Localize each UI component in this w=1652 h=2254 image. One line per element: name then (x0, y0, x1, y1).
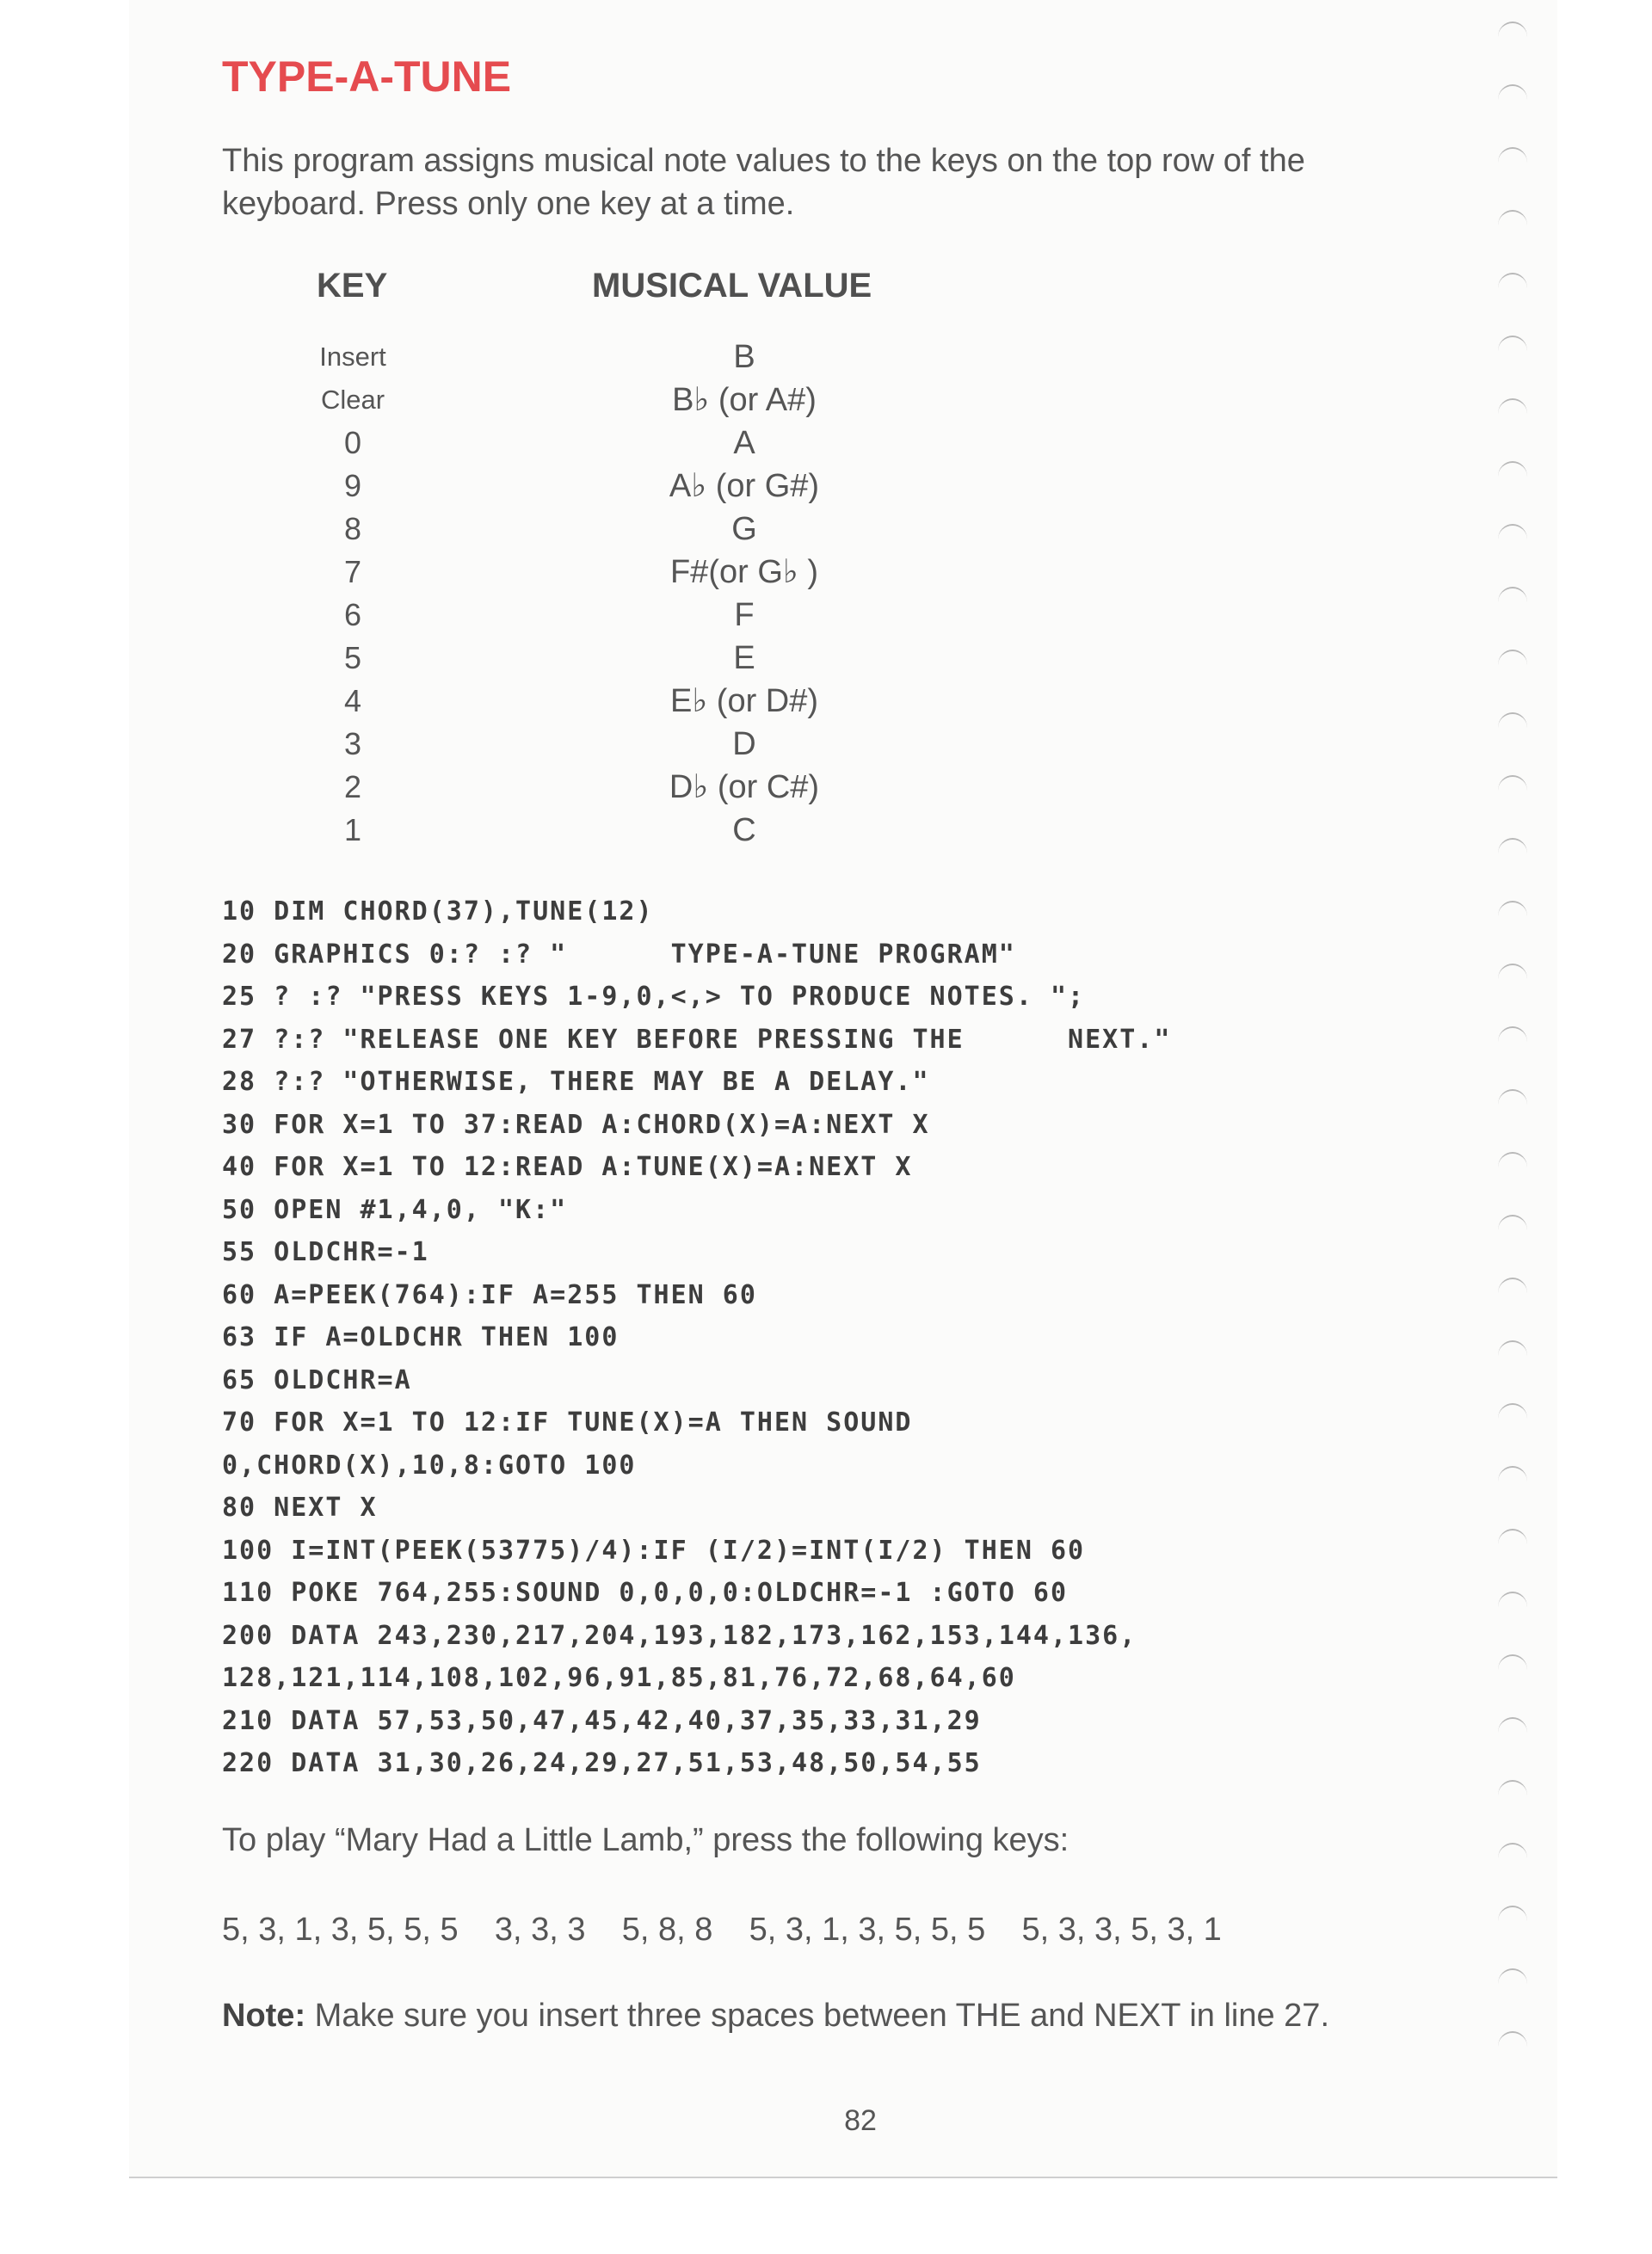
binding-hole (1493, 1466, 1536, 1529)
binding-hole (1493, 1780, 1536, 1843)
key-cell: Insert (319, 342, 386, 372)
binding-hole (1493, 1843, 1536, 1906)
key-cell: Clear (320, 385, 385, 415)
key-column-header: KEY (317, 267, 388, 305)
musical-value-cell: E (733, 640, 755, 676)
code-line: 55 OLDCHR=-1 (222, 1237, 429, 1267)
musical-value-cell: B♭ (or A#) (672, 382, 817, 418)
binding-hole (1493, 775, 1536, 838)
key-cell: 1 (343, 812, 362, 847)
binding-hole (1493, 1592, 1536, 1654)
binding-hole (1493, 1717, 1536, 1780)
musical-value-list (602, 336, 886, 852)
binding-hole (1493, 22, 1536, 84)
code-line: 27 ?:? "RELEASE ONE KEY BEFORE PRESSING THE NEXT." (222, 1024, 1172, 1055)
binding-hole (1493, 1215, 1536, 1278)
code-line: 63 IF A=OLDCHR THEN 100 (222, 1322, 620, 1352)
code-line: 30 FOR X=1 TO 37:READ A:CHORD(X)=A:NEXT X (222, 1109, 930, 1140)
code-line: 220 DATA 31,30,26,24,29,27,51,53,48,50,54,55 (222, 1748, 982, 1778)
musical-value-cell: B (733, 339, 755, 375)
basic-program-listing (222, 890, 1427, 1785)
page-title: TYPE-A-TUNE (222, 52, 512, 101)
note-paragraph (222, 1994, 1409, 2037)
musical-value-cell: D (732, 726, 756, 762)
play-instructions: To play “Mary Had a Little Lamb,” press the following keys: (222, 1822, 1069, 1858)
binding-hole (1493, 901, 1536, 964)
binding-hole (1493, 210, 1536, 273)
code-line: 20 GRAPHICS 0:? :? " TYPE-A-TUNE PROGRAM" (222, 939, 1016, 970)
key-list (284, 336, 422, 852)
code-line: 128,121,114,108,102,96,91,85,81,76,72,68,64,60 (222, 1663, 1016, 1693)
binding-hole (1493, 273, 1536, 336)
musical-value-cell: E♭ (or D#) (669, 683, 819, 719)
binding-hole (1493, 1529, 1536, 1592)
binding-hole (1493, 1340, 1536, 1403)
musical-value-cell: A (733, 425, 755, 461)
code-line: 80 NEXT X (222, 1493, 378, 1523)
binding-hole (1493, 1089, 1536, 1152)
key-cell: 5 (343, 640, 362, 675)
code-line: 40 FOR X=1 TO 12:READ A:TUNE(X)=A:NEXT X (222, 1152, 913, 1182)
binding-hole (1493, 1403, 1536, 1466)
code-line: 10 DIM CHORD(37),TUNE(12) (222, 896, 654, 927)
binding-hole (1493, 1654, 1536, 1717)
key-cell: 6 (343, 597, 362, 632)
key-cell: 8 (343, 511, 362, 546)
code-line: 70 FOR X=1 TO 12:IF TUNE(X)=A THEN SOUND (222, 1407, 913, 1438)
intro-paragraph: This program assigns musical note values to the keys on the top row of the keyboard. Press only one key at a time. (222, 143, 1305, 222)
binding-hole (1493, 398, 1536, 461)
code-line: 100 I=INT(PEEK(53775)/4):IF (I/2)=INT(I/2) THEN 60 (222, 1535, 1086, 1566)
note-text: Make sure you insert three spaces between THE and NEXT in line 27. (305, 1998, 1330, 2034)
binding-hole (1493, 964, 1536, 1026)
key-cell: 7 (343, 554, 362, 589)
binding-hole (1493, 587, 1536, 650)
binding-hole (1493, 1026, 1536, 1089)
musical-value-cell: D♭ (or C#) (669, 769, 820, 805)
page-number: 82 (844, 2104, 877, 2137)
musical-value-cell: A♭ (or G#) (669, 468, 820, 504)
code-line: 110 POKE 764,255:SOUND 0,0,0,0:OLDCHR=-1 :GOTO 60 (222, 1578, 1069, 1608)
binding-hole (1493, 2031, 1536, 2094)
binding-hole (1493, 336, 1536, 398)
binding-hole (1493, 1152, 1536, 1215)
code-line: 25 ? :? "PRESS KEYS 1-9,0,<,> TO PRODUCE NOTES. "; (222, 982, 1086, 1012)
note-label: Note: (222, 1998, 306, 2034)
key-sequence: 5, 3, 1, 3, 5, 5, 5 3, 3, 3 5, 8, 8 5, 3, 1, 3, 5, 5, 5 5, 3, 3, 5, 3, 1 (222, 1912, 1222, 1948)
binding-hole (1493, 650, 1536, 712)
musical-value-cell: C (732, 812, 756, 848)
code-line: 200 DATA 243,230,217,204,193,182,173,162,153,144,136, (222, 1620, 1137, 1651)
binding-hole (1493, 524, 1536, 587)
binding-hole (1493, 1968, 1536, 2031)
binding-hole (1493, 1278, 1536, 1340)
binding-hole (1493, 838, 1536, 901)
key-cell: 3 (343, 726, 362, 761)
key-cell: 2 (343, 769, 362, 804)
musical-value-cell: F#(or G♭ ) (669, 554, 819, 590)
code-line: 28 ?:? "OTHERWISE, THERE MAY BE A DELAY." (222, 1067, 930, 1097)
code-line: 50 OPEN #1,4,0, "K:" (222, 1194, 568, 1225)
musical-value-cell: G (731, 511, 757, 547)
code-line: 0,CHORD(X),10,8:GOTO 100 (222, 1450, 637, 1481)
binding-hole (1493, 461, 1536, 524)
code-line: 65 OLDCHR=A (222, 1364, 412, 1395)
code-line: 60 A=PEEK(764):IF A=255 THEN 60 (222, 1279, 757, 1310)
musical-value-column-header: MUSICAL VALUE (592, 267, 872, 305)
binding-hole (1493, 1906, 1536, 1968)
binding-hole (1493, 147, 1536, 210)
key-cell: 9 (343, 468, 362, 503)
binding-hole (1493, 84, 1536, 147)
spiral-binding (1493, 22, 1536, 2121)
key-cell: 4 (343, 683, 362, 718)
binding-hole (1493, 712, 1536, 775)
musical-value-cell: F (734, 597, 755, 633)
code-line: 210 DATA 57,53,50,47,45,42,40,37,35,33,31,29 (222, 1705, 982, 1736)
key-cell: 0 (343, 425, 362, 460)
